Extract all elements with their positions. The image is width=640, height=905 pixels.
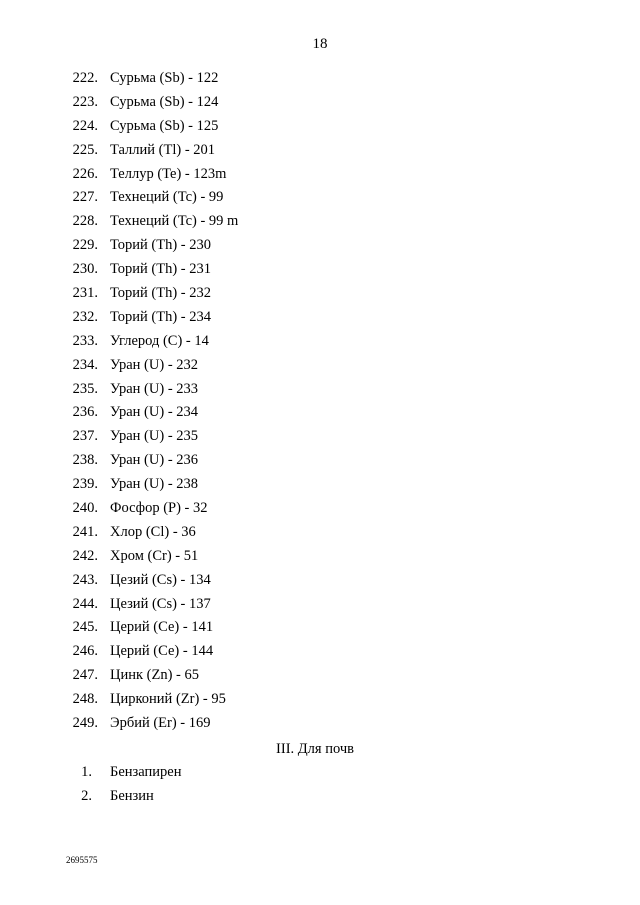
- item-text: Уран (U) - 235: [110, 428, 199, 445]
- item-number: 228.: [72, 213, 98, 230]
- item-number: 244.: [72, 595, 98, 612]
- list-item: [0, 449, 640, 473]
- document-id: 2695575: [66, 855, 98, 865]
- list-item: [0, 593, 640, 617]
- item-text: Торий (Th) - 234: [110, 308, 212, 325]
- item-text: Технеций (Tc) - 99 m: [110, 213, 239, 230]
- item-number: 230.: [72, 261, 98, 278]
- item-number: 237.: [72, 428, 98, 445]
- item-number: 249.: [72, 715, 98, 732]
- item-number: 242.: [72, 547, 98, 564]
- list-item: [0, 664, 640, 688]
- list-item: [0, 785, 640, 809]
- item-number: 1.: [81, 764, 92, 780]
- item-number: 246.: [72, 643, 98, 660]
- item-number: 229.: [72, 237, 98, 254]
- item-number: 222.: [72, 70, 98, 86]
- item-text: Бензин: [110, 787, 154, 804]
- page-number: 18: [312, 36, 328, 52]
- list-item: [0, 688, 640, 712]
- item-number: 240.: [72, 500, 98, 517]
- item-number: 226.: [72, 165, 98, 182]
- item-number: 232.: [72, 308, 98, 325]
- item-text: Таллий (Tl) - 201: [110, 141, 216, 158]
- list-item: [0, 186, 640, 210]
- item-text: Цезий (Cs) - 137: [110, 595, 211, 612]
- item-number: 239.: [72, 476, 98, 493]
- list-item: [0, 569, 640, 593]
- list-item: [0, 330, 640, 354]
- list-item: [0, 163, 640, 187]
- item-text: Бензапирен: [110, 764, 182, 780]
- list-item: [0, 497, 640, 521]
- item-text: Технеций (Tc) - 99: [110, 189, 224, 206]
- item-text: Цезий (Cs) - 134: [110, 571, 211, 588]
- item-number: 234.: [72, 356, 98, 373]
- list-item: [0, 115, 640, 139]
- list-item: [0, 210, 640, 234]
- list-item: [0, 258, 640, 282]
- item-text: Уран (U) - 233: [110, 380, 199, 397]
- item-text: Хром (Cr) - 51: [110, 547, 199, 564]
- item-text: Уран (U) - 232: [110, 356, 199, 373]
- list-item: [0, 640, 640, 664]
- list-item: [0, 139, 640, 163]
- list-item: [0, 282, 640, 306]
- item-number: 247.: [72, 667, 98, 684]
- item-number: 236.: [72, 404, 98, 421]
- item-text: Цирконий (Zr) - 95: [110, 691, 226, 708]
- list-item: [0, 712, 640, 736]
- item-number: 225.: [72, 141, 98, 158]
- item-number: 243.: [72, 571, 98, 588]
- list-item: [0, 91, 640, 115]
- item-text: Торий (Th) - 231: [110, 261, 212, 278]
- list-item: [0, 521, 640, 545]
- item-text: Цинк (Zn) - 65: [110, 667, 200, 684]
- item-text: Церий (Се) - 141: [110, 619, 214, 636]
- section-title: III. Для почв: [276, 741, 354, 757]
- list-item: [0, 545, 640, 569]
- item-text: Хлор (Cl) - 36: [110, 523, 196, 540]
- item-number: 224.: [72, 117, 98, 134]
- list-item: [0, 67, 640, 91]
- item-number: 248.: [72, 691, 98, 708]
- item-number: 245.: [72, 619, 98, 636]
- item-text: Сурьма (Sb) - 122: [110, 70, 219, 86]
- item-number: 227.: [72, 189, 98, 206]
- item-number: 233.: [72, 332, 98, 349]
- item-number: 235.: [72, 380, 98, 397]
- list-item: [0, 354, 640, 378]
- list-item: [0, 378, 640, 402]
- item-number: 2.: [81, 787, 92, 804]
- item-number: 231.: [72, 285, 98, 302]
- list-item: [0, 425, 640, 449]
- item-number: 223.: [72, 93, 98, 110]
- item-text: Эрбий (Er) - 169: [110, 715, 211, 732]
- item-number: 241.: [72, 523, 98, 540]
- list-item: [0, 473, 640, 497]
- list-item: [0, 401, 640, 425]
- list-item: [0, 234, 640, 258]
- item-text: Торий (Th) - 230: [110, 237, 212, 254]
- item-text: Торий (Th) - 232: [110, 285, 212, 302]
- item-text: Фосфор (Р) - 32: [110, 500, 208, 517]
- element-list: [0, 67, 640, 736]
- soil-list: [0, 761, 640, 809]
- item-text: Церий (Се) - 144: [110, 643, 214, 660]
- list-item: [0, 306, 640, 330]
- item-text: Сурьма (Sb) - 125: [110, 117, 219, 134]
- item-text: Уран (U) - 238: [110, 476, 199, 493]
- item-text: Уран (U) - 234: [110, 404, 199, 421]
- item-text: Уран (U) - 236: [110, 452, 199, 469]
- item-number: 238.: [72, 452, 98, 469]
- list-item: [0, 616, 640, 640]
- list-item: [0, 761, 640, 785]
- item-text: Сурьма (Sb) - 124: [110, 93, 219, 110]
- item-text: Теллур (Te) - 123m: [110, 165, 227, 182]
- item-text: Углерод (С) - 14: [110, 332, 209, 349]
